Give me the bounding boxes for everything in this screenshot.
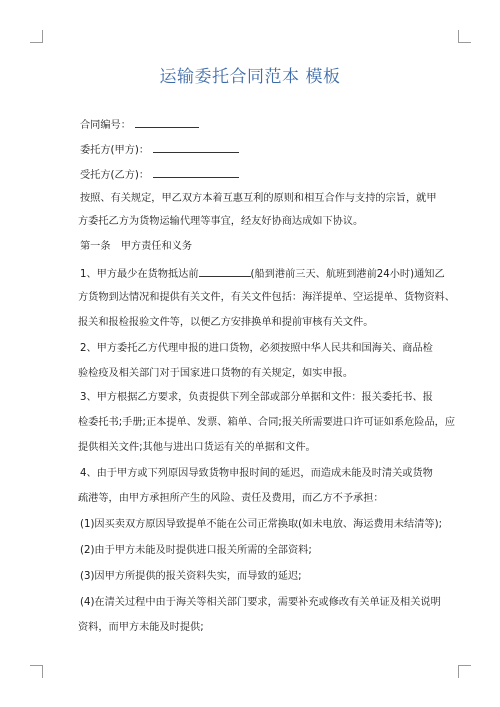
clause-1-text-a: 1、甲方最少在货物抵达前 xyxy=(80,269,199,280)
contract-number-field xyxy=(80,116,199,133)
intro-line-2: 方委托乙方为货物运输代理等事宜，经友好协商达成如下协议。 xyxy=(78,216,364,227)
contract-number-label: 合同编号： xyxy=(80,120,131,131)
party-a-label: 委托方(甲方)： xyxy=(80,145,150,156)
party-a-field xyxy=(80,141,239,158)
item-3: (3)因甲方所提供的报关资料失实，而导致的延迟; xyxy=(80,571,302,582)
crop-mark-bottom-right xyxy=(458,665,471,678)
document-title: 运输委托合同范本 模板 xyxy=(159,67,341,87)
item-2: (2)由于甲方未能及时提供进口报关所需的全部资料; xyxy=(80,545,312,556)
clause-4-line-1: 4、由于甲方或下列原因导致货物申报时间的延迟，而造成未能及时清关或货物 xyxy=(80,468,433,479)
party-b-field xyxy=(80,166,239,183)
clause-3-line-3: 提供相关文件;其他与进出口货运有关的单据和文件。 xyxy=(78,442,316,453)
clause-3-line-2: 检委托书;手册;正本提单、发票、箱单、合同;报关所需要进口许可证如系危险品，应 xyxy=(78,417,456,428)
clause-1-text-b: (船到港前三天、航班到港前24小时)通知乙 xyxy=(250,269,445,280)
contract-number-blank xyxy=(135,116,199,128)
party-b-label: 受托方(乙方)： xyxy=(80,170,150,181)
party-a-blank xyxy=(153,141,239,153)
crop-mark-top-left xyxy=(30,30,43,43)
crop-mark-top-right xyxy=(458,30,471,43)
clause-1-blank xyxy=(199,266,251,277)
clause-1-line-2: 方货物到达情况和提供有关文件，有关文件包括：海洋提单、空运提单、货物资料、 xyxy=(78,292,455,303)
clause-3-line-1: 3、甲方根据乙方要求，负责提供下列全部或部分单据和文件：报关委托书、报 xyxy=(80,392,433,403)
item-1: (1)因买卖双方原因导致提单不能在公司正常换取(如未电放、海运费用未结清等); xyxy=(80,519,442,530)
clause-4-line-2: 疏港等，由甲方承担所产生的风险、责任及费用，而乙方不予承担： xyxy=(78,493,384,504)
party-b-blank xyxy=(153,166,239,178)
item-4-line-2: 资料，而甲方未能及时提供; xyxy=(78,622,204,633)
clause-2-line-2: 验检疫及相关部门对于国家进口货物的有关规定，如实申报。 xyxy=(78,368,354,379)
article-1-heading: 第一条 甲方责任和义务 xyxy=(80,241,193,252)
clause-1-line-1 xyxy=(80,266,445,282)
crop-mark-bottom-left xyxy=(30,665,43,678)
intro-line-1: 按照、有关规定，甲乙双方本着互惠互利的原则和相互合作与支持的宗旨，就甲 xyxy=(80,193,437,204)
clause-2-line-1: 2、甲方委托乙方代理申报的进口货物，必须按照中华人民共和国海关、商品检 xyxy=(80,343,433,354)
item-4-line-1: (4)在清关过程中由于海关等相关部门要求，需要补充或修改有关单证及相关说明 xyxy=(80,597,441,608)
clause-1-line-3: 报关和报检报验文件等，以便乙方安排换单和提前审核有关文件。 xyxy=(78,317,374,328)
